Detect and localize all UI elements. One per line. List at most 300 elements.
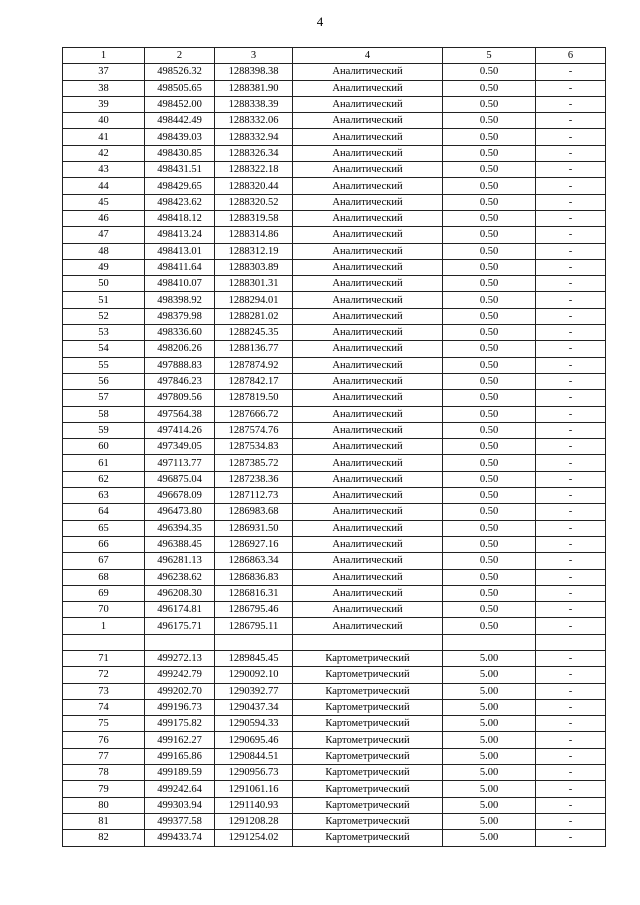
point-number-cell: 55: [63, 357, 145, 373]
table-row: [63, 683, 606, 699]
table-row: [63, 113, 606, 129]
x-coordinate-cell: 499242.64: [145, 781, 215, 797]
method-cell: Аналитический: [293, 129, 443, 145]
note-cell: -: [536, 292, 606, 308]
y-coordinate-cell: 1286795.46: [215, 602, 293, 618]
table-row: [63, 618, 606, 634]
y-coordinate-cell: 1287842.17: [215, 373, 293, 389]
point-number-cell: 51: [63, 292, 145, 308]
point-number-cell: 38: [63, 80, 145, 96]
y-coordinate-cell: 1290695.46: [215, 732, 293, 748]
table-row: [63, 569, 606, 585]
accuracy-cell: 0.50: [443, 439, 536, 455]
y-coordinate-cell: 1290437.34: [215, 699, 293, 715]
table-row: [63, 145, 606, 161]
header-cell: 4: [293, 48, 443, 64]
accuracy-cell: 0.50: [443, 210, 536, 226]
point-number-cell: 65: [63, 520, 145, 536]
method-cell: Аналитический: [293, 585, 443, 601]
method-cell: Аналитический: [293, 194, 443, 210]
x-coordinate-cell: 498452.00: [145, 96, 215, 112]
point-number-cell: 52: [63, 308, 145, 324]
table-row: [63, 227, 606, 243]
note-cell: -: [536, 488, 606, 504]
method-cell: Аналитический: [293, 341, 443, 357]
table-row: [63, 781, 606, 797]
table-row: [63, 406, 606, 422]
y-coordinate-cell: 1291061.16: [215, 781, 293, 797]
table-row: [63, 536, 606, 552]
accuracy-cell: 5.00: [443, 781, 536, 797]
note-cell: -: [536, 276, 606, 292]
note-cell: -: [536, 145, 606, 161]
point-number-cell: 50: [63, 276, 145, 292]
x-coordinate-cell: 499189.59: [145, 765, 215, 781]
method-cell: Аналитический: [293, 569, 443, 585]
method-cell: Аналитический: [293, 325, 443, 341]
y-coordinate-cell: 1291254.02: [215, 830, 293, 846]
accuracy-cell: 0.50: [443, 569, 536, 585]
note-cell: -: [536, 699, 606, 715]
table-row: [63, 765, 606, 781]
accuracy-cell: 0.50: [443, 162, 536, 178]
point-number-cell: [63, 634, 145, 650]
y-coordinate-cell: 1288319.58: [215, 210, 293, 226]
note-cell: -: [536, 455, 606, 471]
x-coordinate-cell: 498442.49: [145, 113, 215, 129]
method-cell: Аналитический: [293, 536, 443, 552]
x-coordinate-cell: 496281.13: [145, 553, 215, 569]
table-row: [63, 210, 606, 226]
y-coordinate-cell: 1286983.68: [215, 504, 293, 520]
table-row: [63, 243, 606, 259]
accuracy-cell: 0.50: [443, 64, 536, 80]
point-number-cell: 63: [63, 488, 145, 504]
x-coordinate-cell: 496473.80: [145, 504, 215, 520]
method-cell: Аналитический: [293, 276, 443, 292]
accuracy-cell: [443, 634, 536, 650]
method-cell: Аналитический: [293, 227, 443, 243]
table-row: [63, 553, 606, 569]
accuracy-cell: 5.00: [443, 650, 536, 666]
accuracy-cell: 0.50: [443, 536, 536, 552]
y-coordinate-cell: 1288338.39: [215, 96, 293, 112]
x-coordinate-cell: 497888.83: [145, 357, 215, 373]
y-coordinate-cell: 1288320.44: [215, 178, 293, 194]
table-row: [63, 276, 606, 292]
note-cell: -: [536, 748, 606, 764]
y-coordinate-cell: 1288326.34: [215, 145, 293, 161]
note-cell: -: [536, 781, 606, 797]
note-cell: -: [536, 406, 606, 422]
page-number: 4: [316, 14, 324, 29]
y-coordinate-cell: 1288245.35: [215, 325, 293, 341]
x-coordinate-cell: 498413.01: [145, 243, 215, 259]
note-cell: [536, 634, 606, 650]
table-row: [63, 341, 606, 357]
header-cell: 1: [63, 48, 145, 64]
accuracy-cell: 0.50: [443, 504, 536, 520]
note-cell: -: [536, 471, 606, 487]
accuracy-cell: 0.50: [443, 455, 536, 471]
note-cell: -: [536, 259, 606, 275]
note-cell: -: [536, 162, 606, 178]
accuracy-cell: 5.00: [443, 813, 536, 829]
table-row: [63, 178, 606, 194]
table-body: [63, 64, 606, 846]
accuracy-cell: 0.50: [443, 553, 536, 569]
x-coordinate-cell: 498398.92: [145, 292, 215, 308]
x-coordinate-cell: 496875.04: [145, 471, 215, 487]
point-number-cell: 44: [63, 178, 145, 194]
point-number-cell: 45: [63, 194, 145, 210]
note-cell: -: [536, 439, 606, 455]
y-coordinate-cell: 1288136.77: [215, 341, 293, 357]
table-row: [63, 325, 606, 341]
y-coordinate-cell: 1287574.76: [215, 422, 293, 438]
y-coordinate-cell: 1288301.31: [215, 276, 293, 292]
y-coordinate-cell: 1290594.33: [215, 716, 293, 732]
y-coordinate-cell: 1291208.28: [215, 813, 293, 829]
x-coordinate-cell: 499196.73: [145, 699, 215, 715]
x-coordinate-cell: 496678.09: [145, 488, 215, 504]
y-coordinate-cell: 1288332.94: [215, 129, 293, 145]
method-cell: Аналитический: [293, 113, 443, 129]
method-cell: Аналитический: [293, 259, 443, 275]
point-number-cell: 56: [63, 373, 145, 389]
x-coordinate-cell: 498526.32: [145, 64, 215, 80]
note-cell: -: [536, 520, 606, 536]
x-coordinate-cell: 496208.30: [145, 585, 215, 601]
y-coordinate-cell: 1288303.89: [215, 259, 293, 275]
note-cell: -: [536, 243, 606, 259]
y-coordinate-cell: 1288312.19: [215, 243, 293, 259]
method-cell: Картометрический: [293, 650, 443, 666]
table-row: [63, 259, 606, 275]
table-row: [63, 602, 606, 618]
point-number-cell: 62: [63, 471, 145, 487]
note-cell: -: [536, 732, 606, 748]
y-coordinate-cell: 1291140.93: [215, 797, 293, 813]
table-row: [63, 716, 606, 732]
accuracy-cell: 5.00: [443, 699, 536, 715]
method-cell: Аналитический: [293, 178, 443, 194]
x-coordinate-cell: 498430.85: [145, 145, 215, 161]
method-cell: Аналитический: [293, 64, 443, 80]
table-row: [63, 699, 606, 715]
accuracy-cell: 0.50: [443, 585, 536, 601]
table-row: [63, 488, 606, 504]
point-number-cell: 1: [63, 618, 145, 634]
x-coordinate-cell: 499377.58: [145, 813, 215, 829]
note-cell: -: [536, 422, 606, 438]
method-cell: Аналитический: [293, 162, 443, 178]
note-cell: -: [536, 716, 606, 732]
note-cell: -: [536, 308, 606, 324]
table-row: [63, 80, 606, 96]
method-cell: Аналитический: [293, 210, 443, 226]
point-number-cell: 69: [63, 585, 145, 601]
method-cell: Аналитический: [293, 308, 443, 324]
x-coordinate-cell: 498379.98: [145, 308, 215, 324]
method-cell: Аналитический: [293, 520, 443, 536]
table-row: [63, 455, 606, 471]
point-number-cell: 76: [63, 732, 145, 748]
x-coordinate-cell: 496238.62: [145, 569, 215, 585]
table-row: [63, 422, 606, 438]
point-number-cell: 66: [63, 536, 145, 552]
y-coordinate-cell: 1290956.73: [215, 765, 293, 781]
point-number-cell: 80: [63, 797, 145, 813]
method-cell: Картометрический: [293, 765, 443, 781]
note-cell: -: [536, 667, 606, 683]
x-coordinate-cell: 498206.26: [145, 341, 215, 357]
accuracy-cell: 0.50: [443, 357, 536, 373]
y-coordinate-cell: 1286863.34: [215, 553, 293, 569]
accuracy-cell: 0.50: [443, 308, 536, 324]
note-cell: -: [536, 113, 606, 129]
method-cell: [293, 634, 443, 650]
table-row: [63, 504, 606, 520]
note-cell: -: [536, 96, 606, 112]
table-row: [63, 830, 606, 846]
x-coordinate-cell: 498410.07: [145, 276, 215, 292]
y-coordinate-cell: 1288332.06: [215, 113, 293, 129]
x-coordinate-cell: 499303.94: [145, 797, 215, 813]
point-number-cell: 77: [63, 748, 145, 764]
method-cell: Картометрический: [293, 797, 443, 813]
accuracy-cell: 0.50: [443, 406, 536, 422]
accuracy-cell: 0.50: [443, 325, 536, 341]
note-cell: -: [536, 129, 606, 145]
table-row: [63, 650, 606, 666]
y-coordinate-cell: 1286836.83: [215, 569, 293, 585]
method-cell: Аналитический: [293, 471, 443, 487]
method-cell: Картометрический: [293, 732, 443, 748]
note-cell: -: [536, 553, 606, 569]
note-cell: -: [536, 178, 606, 194]
x-coordinate-cell: 498439.03: [145, 129, 215, 145]
table-row: [63, 162, 606, 178]
accuracy-cell: 0.50: [443, 618, 536, 634]
point-number-cell: 73: [63, 683, 145, 699]
accuracy-cell: 5.00: [443, 683, 536, 699]
y-coordinate-cell: 1288281.02: [215, 308, 293, 324]
accuracy-cell: 5.00: [443, 732, 536, 748]
accuracy-cell: 0.50: [443, 129, 536, 145]
method-cell: Картометрический: [293, 813, 443, 829]
header-cell: 2: [145, 48, 215, 64]
note-cell: -: [536, 80, 606, 96]
point-number-cell: 72: [63, 667, 145, 683]
x-coordinate-cell: 497809.56: [145, 390, 215, 406]
table-row: [63, 292, 606, 308]
x-coordinate-cell: 496388.45: [145, 536, 215, 552]
note-cell: -: [536, 618, 606, 634]
point-number-cell: 46: [63, 210, 145, 226]
note-cell: -: [536, 797, 606, 813]
x-coordinate-cell: 499242.79: [145, 667, 215, 683]
accuracy-cell: 0.50: [443, 520, 536, 536]
y-coordinate-cell: 1286927.16: [215, 536, 293, 552]
point-number-cell: 71: [63, 650, 145, 666]
coordinates-table: [62, 47, 606, 847]
note-cell: -: [536, 210, 606, 226]
method-cell: Картометрический: [293, 830, 443, 846]
table-row: [63, 634, 606, 650]
method-cell: Аналитический: [293, 390, 443, 406]
note-cell: -: [536, 373, 606, 389]
accuracy-cell: 0.50: [443, 422, 536, 438]
note-cell: -: [536, 765, 606, 781]
table-row: [63, 748, 606, 764]
note-cell: -: [536, 585, 606, 601]
y-coordinate-cell: [215, 634, 293, 650]
point-number-cell: 37: [63, 64, 145, 80]
accuracy-cell: 0.50: [443, 471, 536, 487]
table-row: [63, 813, 606, 829]
accuracy-cell: 0.50: [443, 227, 536, 243]
x-coordinate-cell: 496394.35: [145, 520, 215, 536]
method-cell: Аналитический: [293, 618, 443, 634]
x-coordinate-cell: 497349.05: [145, 439, 215, 455]
method-cell: Картометрический: [293, 699, 443, 715]
method-cell: Аналитический: [293, 553, 443, 569]
point-number-cell: 67: [63, 553, 145, 569]
x-coordinate-cell: 497846.23: [145, 373, 215, 389]
table-row: [63, 357, 606, 373]
table-row: [63, 732, 606, 748]
y-coordinate-cell: 1288381.90: [215, 80, 293, 96]
note-cell: -: [536, 357, 606, 373]
y-coordinate-cell: 1287874.92: [215, 357, 293, 373]
table-row: [63, 308, 606, 324]
y-coordinate-cell: 1288398.38: [215, 64, 293, 80]
y-coordinate-cell: 1286931.50: [215, 520, 293, 536]
y-coordinate-cell: 1286795.11: [215, 618, 293, 634]
accuracy-cell: 0.50: [443, 96, 536, 112]
point-number-cell: 58: [63, 406, 145, 422]
point-number-cell: 61: [63, 455, 145, 471]
point-number-cell: 49: [63, 259, 145, 275]
accuracy-cell: 0.50: [443, 390, 536, 406]
x-coordinate-cell: 499272.13: [145, 650, 215, 666]
method-cell: Картометрический: [293, 781, 443, 797]
method-cell: Аналитический: [293, 439, 443, 455]
point-number-cell: 74: [63, 699, 145, 715]
table-row: [63, 390, 606, 406]
header-cell: 3: [215, 48, 293, 64]
y-coordinate-cell: 1288314.86: [215, 227, 293, 243]
x-coordinate-cell: 499162.27: [145, 732, 215, 748]
y-coordinate-cell: 1287385.72: [215, 455, 293, 471]
table-row: [63, 667, 606, 683]
y-coordinate-cell: 1288294.01: [215, 292, 293, 308]
method-cell: Аналитический: [293, 292, 443, 308]
table-row: [63, 520, 606, 536]
accuracy-cell: 5.00: [443, 748, 536, 764]
method-cell: Аналитический: [293, 243, 443, 259]
accuracy-cell: 0.50: [443, 292, 536, 308]
x-coordinate-cell: 496174.81: [145, 602, 215, 618]
x-coordinate-cell: 496175.71: [145, 618, 215, 634]
point-number-cell: 68: [63, 569, 145, 585]
accuracy-cell: 0.50: [443, 243, 536, 259]
table-row: [63, 129, 606, 145]
method-cell: Аналитический: [293, 488, 443, 504]
x-coordinate-cell: 498413.24: [145, 227, 215, 243]
note-cell: -: [536, 813, 606, 829]
accuracy-cell: 0.50: [443, 113, 536, 129]
x-coordinate-cell: 499433.74: [145, 830, 215, 846]
table-row: [63, 471, 606, 487]
point-number-cell: 57: [63, 390, 145, 406]
y-coordinate-cell: 1288320.52: [215, 194, 293, 210]
table-header-row: [63, 48, 606, 64]
point-number-cell: 48: [63, 243, 145, 259]
accuracy-cell: 0.50: [443, 602, 536, 618]
method-cell: Аналитический: [293, 504, 443, 520]
note-cell: -: [536, 536, 606, 552]
note-cell: -: [536, 504, 606, 520]
table-row: [63, 439, 606, 455]
note-cell: -: [536, 683, 606, 699]
y-coordinate-cell: 1289845.45: [215, 650, 293, 666]
accuracy-cell: 0.50: [443, 80, 536, 96]
x-coordinate-cell: 498423.62: [145, 194, 215, 210]
method-cell: Аналитический: [293, 602, 443, 618]
x-coordinate-cell: 498505.65: [145, 80, 215, 96]
accuracy-cell: 5.00: [443, 667, 536, 683]
accuracy-cell: 0.50: [443, 276, 536, 292]
note-cell: -: [536, 64, 606, 80]
note-cell: -: [536, 325, 606, 341]
point-number-cell: 79: [63, 781, 145, 797]
note-cell: -: [536, 194, 606, 210]
x-coordinate-cell: 499202.70: [145, 683, 215, 699]
note-cell: -: [536, 341, 606, 357]
point-number-cell: 81: [63, 813, 145, 829]
header-cell: 5: [443, 48, 536, 64]
note-cell: -: [536, 227, 606, 243]
point-number-cell: 60: [63, 439, 145, 455]
method-cell: Аналитический: [293, 357, 443, 373]
accuracy-cell: 0.50: [443, 178, 536, 194]
accuracy-cell: 5.00: [443, 765, 536, 781]
accuracy-cell: 0.50: [443, 259, 536, 275]
y-coordinate-cell: 1290392.77: [215, 683, 293, 699]
x-coordinate-cell: 497414.26: [145, 422, 215, 438]
x-coordinate-cell: 498336.60: [145, 325, 215, 341]
point-number-cell: 59: [63, 422, 145, 438]
method-cell: Аналитический: [293, 80, 443, 96]
accuracy-cell: 0.50: [443, 341, 536, 357]
note-cell: -: [536, 650, 606, 666]
y-coordinate-cell: 1287819.50: [215, 390, 293, 406]
x-coordinate-cell: 499165.86: [145, 748, 215, 764]
accuracy-cell: 5.00: [443, 830, 536, 846]
x-coordinate-cell: 498411.64: [145, 259, 215, 275]
table-row: [63, 64, 606, 80]
y-coordinate-cell: 1290844.51: [215, 748, 293, 764]
x-coordinate-cell: 498418.12: [145, 210, 215, 226]
table-row: [63, 373, 606, 389]
note-cell: -: [536, 830, 606, 846]
method-cell: Аналитический: [293, 96, 443, 112]
point-number-cell: 41: [63, 129, 145, 145]
note-cell: -: [536, 390, 606, 406]
y-coordinate-cell: 1288322.18: [215, 162, 293, 178]
